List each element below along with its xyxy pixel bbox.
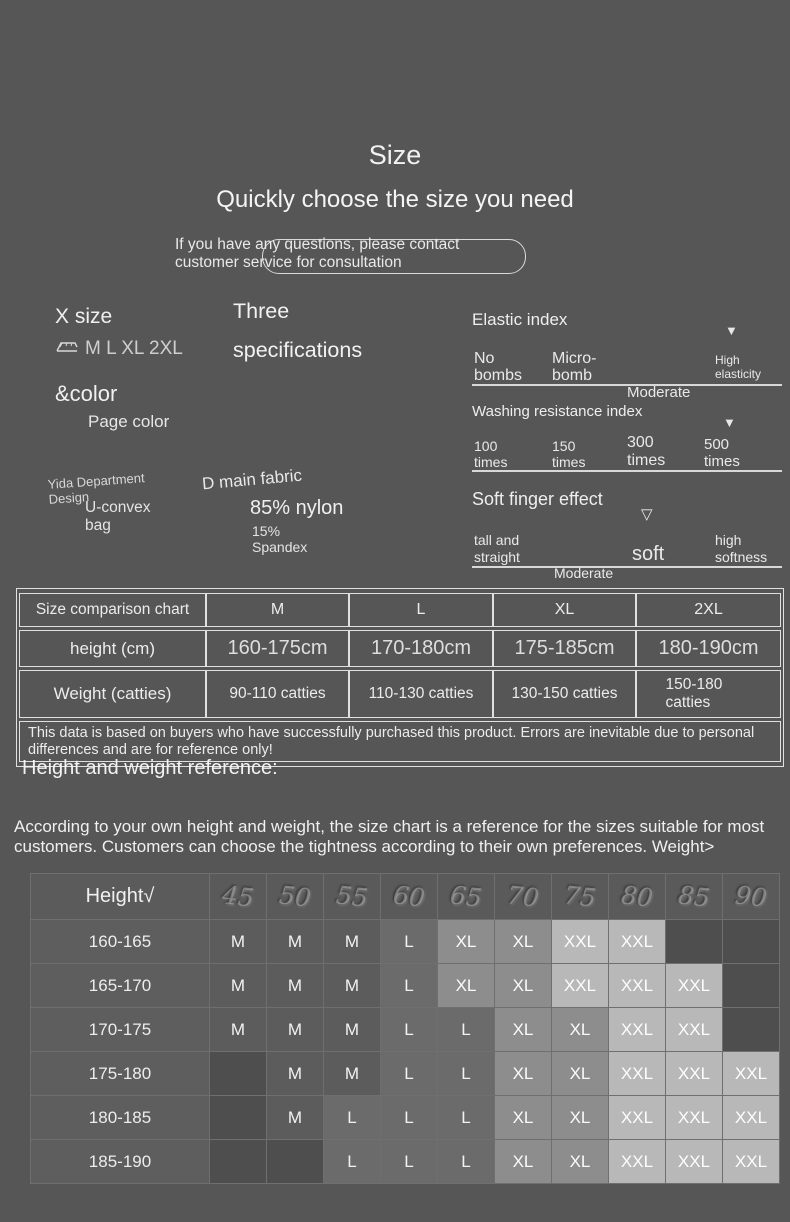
matrix-cell: L — [438, 1052, 494, 1095]
matrix-cell: L — [324, 1096, 380, 1139]
table-cell: height (cm) — [19, 630, 206, 667]
matrix-cell: XL — [552, 1096, 608, 1139]
matrix-cell: M — [324, 920, 380, 963]
size-spec-label: X size — [55, 305, 113, 328]
matrix-weight-header: 90 — [723, 874, 779, 919]
matrix-cell: M — [324, 1052, 380, 1095]
scale-label: 150 times — [552, 438, 586, 470]
matrix-cell: XXL — [666, 1052, 722, 1095]
reference-heading: Height and weight reference: — [22, 757, 278, 779]
matrix-row-label: 165-170 — [31, 964, 209, 1007]
softness-index-scale — [472, 506, 782, 581]
scale-label: tall and straight — [474, 532, 520, 565]
matrix-weight-header: 50 — [267, 874, 323, 919]
matrix-cell: XL — [495, 1052, 551, 1095]
matrix-weight-header: 55 — [324, 874, 380, 919]
color-spec-block — [55, 381, 169, 432]
elastic-index-block — [472, 310, 782, 401]
fabric-sub-value: 15% Spandex — [252, 523, 308, 555]
table-cell: 175-185cm — [493, 630, 636, 667]
scale-label: 300 times — [627, 434, 666, 469]
table-cell: 180-190cm — [636, 630, 781, 667]
table-header-row — [19, 593, 781, 627]
height-weight-matrix — [30, 873, 780, 1184]
page-subtitle: Quickly choose the size you need — [216, 186, 574, 213]
table-row — [19, 670, 781, 718]
matrix-cell: XL — [552, 1008, 608, 1051]
table-cell: 160-175cm — [206, 630, 349, 667]
matrix-cell: XL — [552, 1052, 608, 1095]
matrix-cell: L — [381, 1008, 437, 1051]
color-spec-label: &color — [55, 381, 118, 406]
matrix-cell: L — [438, 1096, 494, 1139]
matrix-row-label: 170-175 — [31, 1008, 209, 1051]
size-spec-values: M L XL 2XL — [85, 338, 183, 359]
matrix-cell — [267, 1140, 323, 1183]
table-cell: 90-110 catties — [206, 670, 349, 718]
matrix-row-label: 180-185 — [31, 1096, 209, 1139]
washing-index-block — [472, 403, 782, 472]
matrix-cell — [723, 964, 779, 1007]
table-note: This data is based on buyers who have successfully purchased this product. Errors are inevitable due to personal differences and are for reference only! — [19, 721, 781, 762]
matrix-weight-header: 85 — [666, 874, 722, 919]
scale-label: 500 times — [704, 436, 740, 470]
matrix-cell: XL — [495, 1140, 551, 1183]
table-cell-text: 150-180 catties — [665, 676, 723, 711]
matrix-cell: L — [438, 1008, 494, 1051]
matrix-weight-header: 80 — [609, 874, 665, 919]
matrix-cell — [210, 1096, 266, 1139]
matrix-row-label: 175-180 — [31, 1052, 209, 1095]
washing-index-title: Washing resistance index — [472, 403, 643, 420]
matrix-cell: XXL — [666, 1140, 722, 1183]
contact-note: If you have any questions, please contact customer service for consultation — [175, 236, 460, 271]
scale-label: high softness — [715, 532, 768, 565]
table-header-cell: XL — [493, 593, 636, 627]
matrix-cell: L — [438, 1140, 494, 1183]
table-header-cell: Size comparison chart — [19, 593, 206, 627]
scale-label: Moderate — [554, 565, 614, 581]
matrix-cell: XL — [438, 964, 494, 1007]
scale-label: soft — [632, 543, 665, 565]
reference-paragraph: According to your own height and weight, the size chart is a reference for the sizes suitable for most customers. Customers can choose the tightness according to their own preferences. Weight> — [14, 817, 765, 856]
matrix-cell: XXL — [666, 964, 722, 1007]
matrix-cell: XL — [495, 920, 551, 963]
matrix-cell: XL — [495, 1096, 551, 1139]
matrix-cell: L — [381, 1052, 437, 1095]
matrix-weight-header: 70 — [495, 874, 551, 919]
washing-index-scale — [472, 415, 782, 472]
matrix-cell: M — [210, 920, 266, 963]
index-scales — [472, 310, 782, 581]
matrix-cell: L — [381, 920, 437, 963]
scale-label: 100 times — [474, 438, 508, 470]
matrix-weight-header: 75 — [552, 874, 608, 919]
matrix-cell: XXL — [609, 1008, 665, 1051]
brand-sub-label: U-convex bag — [85, 499, 151, 534]
table-header-cell: M — [206, 593, 349, 627]
scale-label: Moderate — [627, 384, 691, 401]
size-spec-block — [55, 305, 183, 360]
size-comparison-table — [16, 588, 784, 767]
matrix-cell: M — [267, 920, 323, 963]
elastic-index-scale — [472, 323, 782, 401]
scale-label: No bombs — [474, 350, 523, 384]
matrix-cell: XXL — [609, 1140, 665, 1183]
matrix-cell: M — [324, 964, 380, 1007]
matrix-cell: XL — [495, 1008, 551, 1051]
color-spec-sub: Page color — [88, 412, 170, 431]
matrix-cell: XXL — [723, 1052, 779, 1095]
table-row — [19, 630, 781, 667]
down-arrow-outline-icon: ▽ — [641, 506, 653, 523]
matrix-weight-header: 65 — [438, 874, 494, 919]
matrix-cell: XL — [438, 920, 494, 963]
matrix-cell: XXL — [666, 1008, 722, 1051]
matrix-cell — [666, 920, 722, 963]
matrix-cell: M — [210, 964, 266, 1007]
matrix-cell: XXL — [723, 1096, 779, 1139]
matrix-cell: XXL — [552, 964, 608, 1007]
matrix-weight-header: 45 — [210, 874, 266, 919]
matrix-row-label: 185-190 — [31, 1140, 209, 1183]
matrix-cell: M — [324, 1008, 380, 1051]
down-arrow-icon: ▼ — [723, 415, 736, 430]
table-cell — [636, 670, 781, 718]
matrix-cell: XL — [495, 964, 551, 1007]
matrix-cell — [210, 1140, 266, 1183]
matrix-cell: L — [381, 1096, 437, 1139]
fabric-main-value: 85% nylon — [250, 497, 344, 519]
elastic-index-title: Elastic index — [472, 310, 568, 329]
matrix-cell: XXL — [609, 1052, 665, 1095]
matrix-cell: M — [267, 964, 323, 1007]
page-title: Size — [368, 140, 422, 170]
matrix-cell: XXL — [609, 920, 665, 963]
matrix-corner-cell: Height√ — [31, 874, 209, 919]
matrix-cell: M — [267, 1096, 323, 1139]
matrix-cell: L — [381, 964, 437, 1007]
scale-label: High elasticity — [715, 353, 762, 381]
fabric-block — [201, 465, 344, 555]
scale-label: Micro-bomb — [552, 350, 597, 384]
matrix-cell — [723, 1008, 779, 1051]
down-arrow-icon: ▼ — [725, 323, 738, 338]
matrix-cell: M — [267, 1008, 323, 1051]
matrix-row-label: 160-165 — [31, 920, 209, 963]
matrix-cell: L — [381, 1140, 437, 1183]
matrix-cell: L — [324, 1140, 380, 1183]
matrix-weight-header: 60 — [381, 874, 437, 919]
matrix-cell: XXL — [666, 1096, 722, 1139]
matrix-cell: XXL — [723, 1140, 779, 1183]
matrix-cell: XXL — [609, 964, 665, 1007]
brand-label: Yida Department Design — [47, 470, 146, 507]
table-cell: 130-150 catties — [493, 670, 636, 718]
three-specifications-label: Three specifications — [233, 299, 363, 362]
matrix-cell: M — [267, 1052, 323, 1095]
tape-measure-icon — [55, 338, 79, 360]
fabric-label: D main fabric — [201, 465, 303, 494]
matrix-cell: XXL — [552, 920, 608, 963]
matrix-cell — [723, 920, 779, 963]
table-cell: Weight (catties) — [19, 670, 206, 718]
table-note-row — [19, 721, 781, 762]
matrix-cell: M — [210, 1008, 266, 1051]
table-header-cell: 2XL — [636, 593, 781, 627]
softness-index-block — [472, 489, 782, 581]
softness-index-title: Soft finger effect — [472, 489, 603, 509]
matrix-cell — [210, 1052, 266, 1095]
table-header-cell: L — [349, 593, 493, 627]
matrix-cell: XXL — [609, 1096, 665, 1139]
table-cell: 110-130 catties — [349, 670, 493, 718]
table-cell: 170-180cm — [349, 630, 493, 667]
matrix-cell: XL — [552, 1140, 608, 1183]
